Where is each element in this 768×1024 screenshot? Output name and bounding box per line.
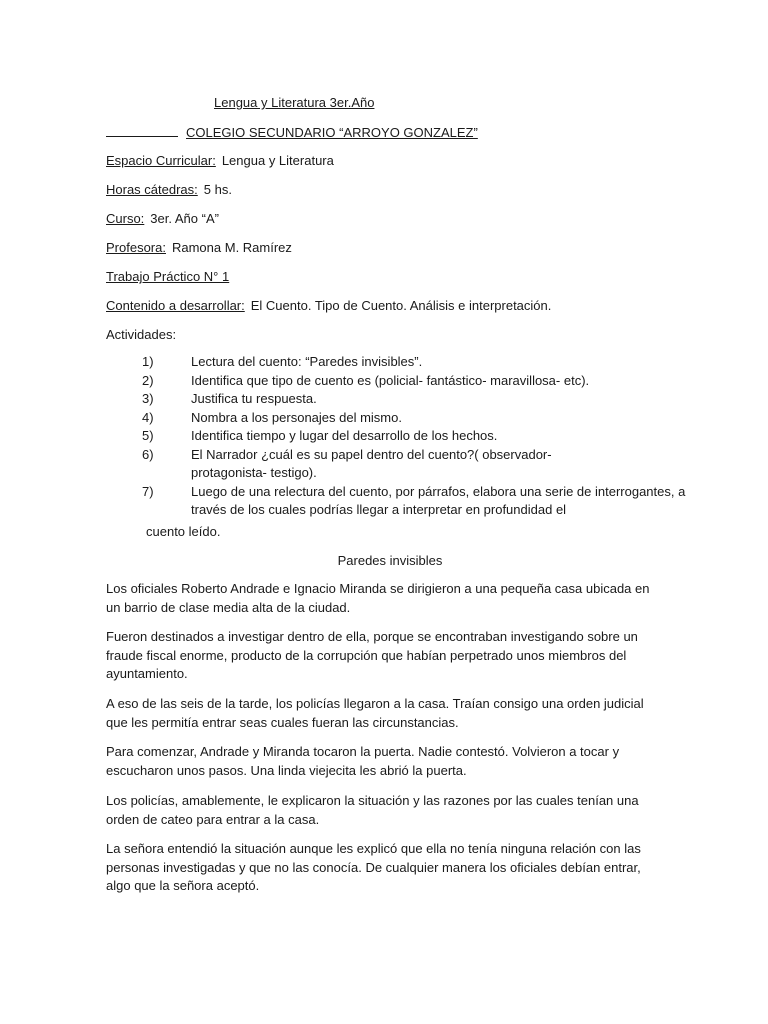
subject-year-title: Lengua y Literatura 3er.Año [214,95,375,110]
field-label: Trabajo Práctico N° 1 [106,269,230,284]
activity-7-continuation: cuento leído. [146,524,221,539]
list-item [142,427,642,446]
field-value: 3er. Año “A” [150,211,219,226]
story-title: Paredes invisibles [337,553,443,568]
field-value: Ramona M. Ramírez [171,240,292,255]
field-trabajo-practico [106,269,229,285]
list-item-number: 4) [142,409,154,425]
field-profesora [106,240,292,256]
list-item-text: Identifica que tipo de cuento es (policial- fantástico- maravillosa- etc). [191,372,590,388]
field-label: Horas cátedras: [106,182,198,197]
story-paragraph: Los oficiales Roberto Andrade e Ignacio Miranda se dirigieron a una pequeña casa ubicada en un barrio de clase media alta de la ciudad. [106,581,650,615]
list-item-number: 7) [142,483,154,499]
field-value: El Cuento. Tipo de Cuento. Análisis e interpretación. [250,298,552,313]
list-item [142,446,616,483]
list-item-text: Luego de una relectura del cuento, por párrafos, elabora una serie de interrogantes, a través de los cuales podrías llegar a interpretar en profundidad el [191,483,686,517]
field-value: Lengua y Literatura [221,153,334,168]
field-horas-catedras [106,182,232,198]
field-contenido [106,298,551,314]
list-item-number: 2) [142,372,154,388]
field-espacio-curricular [106,153,334,169]
list-item-text: El Narrador ¿cuál es su papel dentro del cuento?( observador- protagonista- testigo). [191,446,552,480]
field-value: 5 hs. [203,182,232,197]
list-item [142,409,642,428]
story-paragraph: Los policías, amablemente, le explicaron la situación y las razones por las cuales tenían una orden de cateo para entrar a la casa. [106,793,639,827]
list-item-text: Justifica tu respuesta. [191,391,317,406]
underline-blank [106,124,178,137]
field-curso [106,211,219,227]
list-item-text: Lectura del cuento: “Paredes invisibles”. [191,354,423,369]
field-label: Contenido a desarrollar: [106,298,245,313]
list-item-number: 6) [142,446,154,462]
story-paragraph: La señora entendió la situación aunque les explicó que ella no tenía ninguna relación con las personas investigadas y que no las conocía. De cualquier manera los oficiales debían entrar, algo que la señora aceptó. [106,841,641,893]
list-item-number: 3) [142,391,154,406]
story-paragraph: A eso de las seis de la tarde, los policías llegaron a la casa. Traían consigo una orden judicial que les permitía entrar seas cuales fueran las circunstancias. [106,696,644,730]
list-item-number: 5) [142,428,154,443]
story-paragraph: Fueron destinados a investigar dentro de ella, porque se encontraban investigando sobre un fraude fiscal enorme, producto de la corrupción que habían perpetrado unos miembros del ayuntamiento. [106,629,638,681]
list-item-text: Nombra a los personajes del mismo. [191,409,402,425]
list-item [142,372,642,391]
activities-label: Actividades: [106,327,177,342]
list-item [142,483,701,520]
document-heading-subject [214,95,374,111]
list-item-number: 1) [142,354,154,369]
field-label: Curso: [106,211,145,226]
list-item-text: Identifica tiempo y lugar del desarrollo de los hechos. [191,428,498,443]
list-item [142,353,642,372]
school-title: COLEGIO SECUNDARIO “ARROYO GONZALEZ” [186,125,478,140]
field-label: Espacio Curricular: [106,153,216,168]
document-heading-school [106,124,478,141]
story-paragraph: Para comenzar, Andrade y Miranda tocaron la puerta. Nadie contestó. Volvieron a tocar y escucharon unos pasos. Una linda viejecita les abrió la puerta. [106,744,620,778]
activities-list [142,353,686,520]
field-label: Profesora: [106,240,166,255]
list-item [142,390,642,409]
